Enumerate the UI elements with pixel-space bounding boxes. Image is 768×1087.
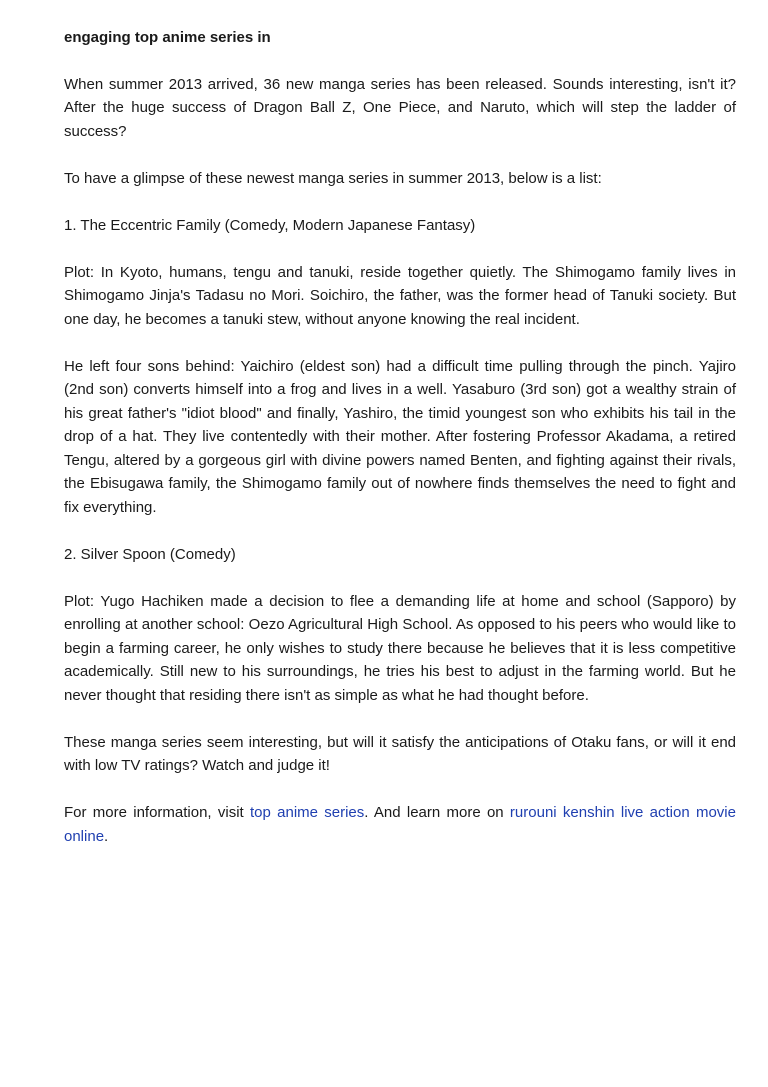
footer-prefix: For more information, visit bbox=[64, 804, 250, 821]
rurouni-kenshin-link[interactable]: rurouni kenshin live action movie online bbox=[64, 804, 736, 845]
series-1-more: He left four sons behind: Yaichiro (eldest son) had a difficult time pulling through the pinch. Yajiro (2nd son) converts himself into a frog and lives in a well. Yasaburo (3rd son) got a wealthy strain of his great father's "idiot blood" and finally, Yashiro, the timid youngest son who exhibits his tail in the drop of a hat. They live contentedly with their mother. After fostering Professor Akadama, a retired Tengu, altered by a gorgeous girl with divine powers named Benten, and fighting against their rivals, the Ebisugawa family, the Shimogamo family out of nowhere finds themselves the need to fight and fix everything. bbox=[64, 357, 736, 516]
series-1-plot: Plot: In Kyoto, humans, tengu and tanuki, reside together quietly. The Shimogamo family lives in Shimogamo Jinja's Tadasu no Mori. Soichiro, the father, was the former head of Tanuki society. But one day, he becomes a tanuki stew, without anyone knowing the real incident. bbox=[64, 263, 736, 328]
footer-paragraph bbox=[64, 801, 736, 848]
glimpse-paragraph: To have a glimpse of these newest manga series in summer 2013, below is a list: bbox=[64, 169, 602, 187]
series-1-heading: 1. The Eccentric Family (Comedy, Modern Japanese Fantasy) bbox=[64, 216, 476, 234]
footer-suffix: . bbox=[104, 827, 109, 845]
series-2-plot: Plot: Yugo Hachiken made a decision to flee a demanding life at home and school (Sapporo) by enrolling at another school: Oezo Agricultural High School. As opposed to his peers who would like to begin a farming career, he only wishes to study there because he believes that it is less competitive academically. Still new to his surroundings, he tries his best to adjust in the farming world. But he never thought that residing there isn't as simple as what he had thought before. bbox=[64, 592, 736, 704]
document-title: engaging top anime series in bbox=[64, 29, 271, 46]
top-anime-series-link[interactable]: top anime series bbox=[250, 804, 365, 821]
conclusion-paragraph: These manga series seem interesting, but will it satisfy the anticipations of Otaku fans, or will it end with low TV ratings? Watch and judge it! bbox=[64, 733, 736, 774]
intro-paragraph: When summer 2013 arrived, 36 new manga series has been released. Sounds interesting, isn't it? After the huge success of Dragon Ball Z, One Piece, and Naruto, which will step the ladder of success? bbox=[64, 75, 736, 140]
series-2-heading: 2. Silver Spoon (Comedy) bbox=[64, 545, 236, 563]
footer-middle: . And learn more on bbox=[364, 804, 510, 821]
